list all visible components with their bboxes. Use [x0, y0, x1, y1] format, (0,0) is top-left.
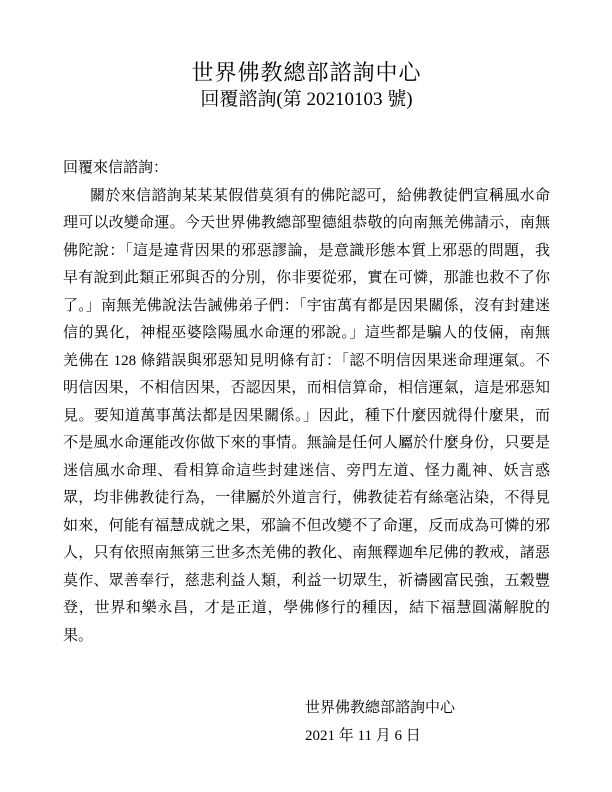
signature-name: 世界佛教總部諮詢中心 [305, 700, 456, 716]
letter-body [63, 155, 550, 650]
salutation: 回覆來信諮詢： [63, 160, 169, 176]
signature-block [305, 695, 550, 750]
document-title: 世界佛教總部諮詢中心 [191, 60, 422, 85]
signature-date: 2021 年 11 月 6 日 [305, 727, 421, 744]
body-paragraph: 關於來信諮詢某某某假借莫須有的佛陀認可，給佛教徒們宣稱風水命理可以改變命運。今天世界佛教總部聖德組恭敬的向南無羌佛請示，南無佛陀說：「這是違背因果的邪惡謬論，是意識形態本質上邪惡的問題，我早有說到此類正邪與否的分別，你非要從邪，實在可憐，那誰也救不了你了。」南無羌佛說法告誡佛弟子們：「宇宙萬有都是因果關係，沒有封建迷信的異化，神棍巫婆陰陽風水命運的邪說。」這些都是騙人的伎倆，南無羌佛在 128 條錯誤與邪惡知見明條有訂：「認不明信因果迷命理運氣。不明信因果，不相信因果，否認因果，而相信算命，相信運氣，這是邪惡知見。要知道萬事萬法都是因果關係。」因此，種下什麼因就得什麼果，而不是風水命運能改你做下來的事情。無論是任何人屬於什麼身份，只要是迷信風水命理、看相算命這些封建迷信、旁門左道、怪力亂神、妖言惑眾，均非佛教徒行為，一律屬於外道言行，佛教徒若有絲毫沾染，不得見如來，何能有福慧成就之果，邪論不但改變不了命運，反而成為可憐的邪人，只有依照南無第三世多杰羌佛的教化、南無釋迦牟尼佛的教戒，諸惡莫作、眾善奉行，慈悲利益人類，利益一切眾生，祈禱國富民強，五穀豐登，世界和樂永昌，才是正道，學佛修行的種因，結下福慧圓滿解脫的果。 [63, 187, 550, 644]
document-reply-number: 回覆諮詢(第 20210103 號) [200, 89, 413, 110]
